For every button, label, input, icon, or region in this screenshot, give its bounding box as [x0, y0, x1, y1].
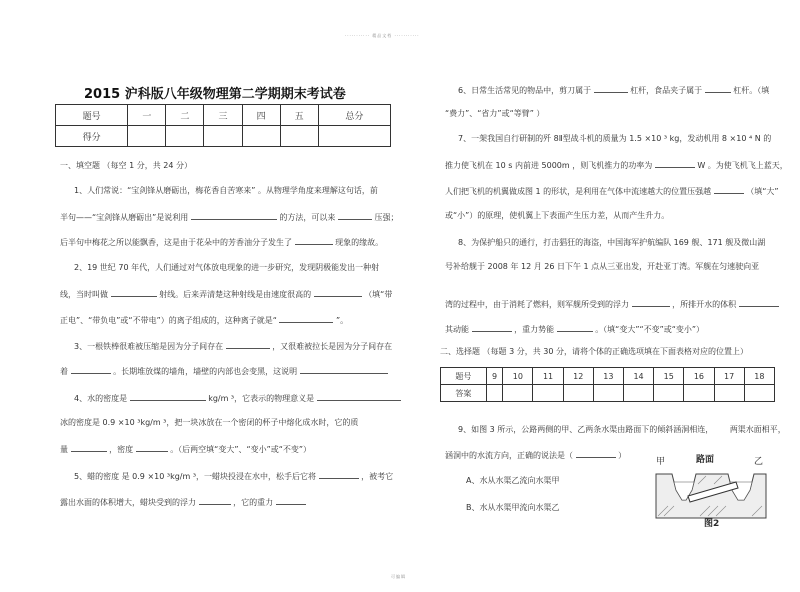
answer-cell: 11 [533, 368, 563, 385]
q3-line1: 3、一根铁棒很难被压缩是因为分子间存在 ，又很难被拉长是因为分子间存在 [74, 339, 392, 352]
q9-option-a[interactable]: A、水从水渠乙流向水渠甲 [466, 476, 560, 485]
q4-line2: 冰的密度是 0.9 ×10 ³kg/m ³，把一块冰放在一个密闭的杯子中熔化成水时，它的质 [60, 418, 359, 427]
answer-blank[interactable] [276, 495, 306, 505]
answer-blank[interactable] [655, 158, 695, 168]
answer-input-cell[interactable] [486, 385, 502, 402]
fig-label-yi: 乙 [754, 457, 764, 467]
answer-cell: 17 [714, 368, 744, 385]
score-cell: 三 [204, 105, 242, 126]
answer-blank[interactable] [191, 210, 277, 220]
answer-cell: 14 [623, 368, 653, 385]
q9-line1: 9、如图 3 所示，公路两侧的甲、乙两条水渠由路面下的倾斜涵洞相连， 两渠水面相平， [458, 425, 786, 434]
q6-line2: “费力”、“省力”或“等臂” ） [445, 109, 545, 118]
answer-blank[interactable] [279, 313, 333, 323]
answer-cell: 10 [503, 368, 533, 385]
answer-blank[interactable] [338, 210, 372, 220]
answer-blank[interactable] [576, 448, 616, 458]
answer-cell: 18 [744, 368, 774, 385]
q9-line2: 涵洞中的水流方向，正确的说法是（ ） [445, 448, 626, 461]
q1-line1: 1、人们常说：“宝剑锋从磨砺出，梅花香自苦寒来” 。从物理学角度来理解这句话，前 [74, 186, 378, 195]
q8-line1: 8、为保护船只的通行，打击猖狂的海盗，中国海军护航编队 169 舰、171 舰及微山湖 [458, 238, 766, 247]
q8-line2: 号补给舰于 2008 年 12 月 26 日下午 1 点从三亚出发，开赴亚丁湾。军舰在匀速驶向亚 [445, 262, 760, 271]
score-table [55, 104, 391, 147]
fig-label-jia: 甲 [656, 457, 666, 467]
section-fill-blank-heading: 一、填空题 （每空 1 分，共 24 分） [60, 161, 192, 170]
page-header: ··········· 精品文档 ··········· [345, 33, 420, 38]
score-cell [166, 126, 204, 147]
score-cell [280, 126, 318, 147]
q5-line1: 5、蜡的密度 是 0.9 ×10 ³kg/m ³，一蜡块投浸在水中，松手后它将 ，被考它 [74, 469, 393, 482]
score-cell [204, 126, 242, 147]
q4-line1: 4、水的密度是 kg/m ³，它表示的物理意义是 [74, 391, 401, 404]
fig-caption: 图2 [704, 519, 720, 529]
q7-line3: 人们把飞机的机翼做成图 1 的形状，是利用在气体中流速越大的位置压强越 （填“大” [445, 184, 779, 197]
q1-line2: 半句——“宝剑锋从磨砺出”是说利用 的方法，可以来 压强； [60, 210, 398, 223]
answer-table [440, 367, 775, 402]
answer-blank[interactable] [71, 364, 111, 374]
q8-line4: 其动能 ，重力势能 。（填“变大”“不变”或“变小”） [445, 322, 704, 335]
answer-blank[interactable] [199, 495, 231, 505]
answer-blank[interactable] [705, 83, 731, 93]
q4-line3: 量 ，密度 。（后两空填“变大”、“变小”或“不变”） [60, 442, 311, 455]
answer-blank[interactable] [111, 287, 157, 297]
q7-line1: 7、一架我国自行研制的歼 8Ⅱ型战斗机的质量为 1.5 ×10 ³ kg，发动机用 8 ×10 ⁴ N 的 [458, 134, 772, 143]
answer-blank[interactable] [739, 297, 779, 307]
score-table-row [56, 126, 391, 147]
answer-blank[interactable] [319, 469, 359, 479]
answer-blank[interactable] [300, 364, 388, 374]
answer-input-cell[interactable] [654, 385, 684, 402]
culvert-figure [652, 455, 770, 530]
score-cell: 四 [242, 105, 280, 126]
answer-blank[interactable] [130, 391, 206, 401]
q7-line2: 推力使飞机在 10 s 内前进 5000m ，则飞机推力的功率为 W 。为使飞机飞上蓝天， [445, 158, 788, 171]
q7-line4: 或“小”）的原理，使机翼上下表面产生压力差，从而产生升力。 [445, 211, 670, 220]
score-cell: 一 [128, 105, 166, 126]
answer-cell: 13 [593, 368, 623, 385]
score-cell [128, 126, 166, 147]
q6-line1: 6、日常生活常见的物品中，剪刀属于 杠杆，食品夹子属于 杠杆。（填 [458, 83, 769, 96]
answer-cell: 题号 [441, 368, 487, 385]
score-cell [242, 126, 280, 147]
score-cell: 二 [166, 105, 204, 126]
score-cell: 五 [280, 105, 318, 126]
score-table-row [56, 105, 391, 126]
answer-cell: 12 [563, 368, 593, 385]
answer-input-cell[interactable] [684, 385, 714, 402]
answer-blank[interactable] [71, 442, 107, 452]
q2-line2: 线，当时叫做 射线。后来弄清楚这种射线是由速度很高的 （填“带 [60, 287, 392, 300]
q2-line3: 正电”、“带负电”或“不带电”）的离子组成的，这种离子就是“ ”。 [60, 313, 348, 326]
page-footer: 可编辑 [391, 574, 406, 579]
q5-line2: 露出水面的体积增大，蜡块受到的浮力 ，它的重力 [60, 495, 306, 508]
answer-input-cell[interactable] [744, 385, 774, 402]
answer-input-cell[interactable] [563, 385, 593, 402]
score-cell [318, 126, 390, 147]
exam-title: 2015 沪科版八年级物理第二学期期末考试卷 [84, 87, 346, 102]
answer-input-cell[interactable] [714, 385, 744, 402]
answer-input-cell[interactable] [593, 385, 623, 402]
q9-option-b[interactable]: B、水从水渠甲流向水渠乙 [466, 503, 560, 512]
answer-table-row [441, 385, 775, 402]
answer-table-row [441, 368, 775, 385]
answer-input-cell[interactable] [623, 385, 653, 402]
score-cell: 得分 [56, 126, 128, 147]
answer-blank[interactable] [226, 339, 270, 349]
fig-label-road: 路面 [696, 455, 715, 465]
answer-cell: 9 [486, 368, 502, 385]
answer-cell: 16 [684, 368, 714, 385]
answer-input-cell[interactable] [503, 385, 533, 402]
score-cell: 总分 [318, 105, 390, 126]
q1-line3: 后半句中梅花之所以能飘香，这是由于花朵中的芳香油分子发生了 现象的缘故。 [60, 235, 383, 248]
answer-cell: 15 [654, 368, 684, 385]
answer-blank[interactable] [295, 235, 333, 245]
answer-cell: 答案 [441, 385, 487, 402]
answer-blank[interactable] [317, 391, 401, 401]
answer-blank[interactable] [714, 184, 744, 194]
q3-line2: 着 。长期堆放煤的墙角，墙壁的内部也会变黑，这说明 [60, 364, 388, 377]
answer-blank[interactable] [314, 287, 362, 297]
answer-blank[interactable] [594, 83, 628, 93]
answer-blank[interactable] [632, 297, 670, 307]
q2-line1: 2、19 世纪 70 年代，人们通过对气体放电现象的进一步研究，发现阴极能发出一种射 [74, 263, 380, 272]
q8-line3: 湾的过程中，由于消耗了燃料，则军舰所受到的浮力 ，所排开水的体积 [445, 297, 779, 310]
answer-blank[interactable] [557, 322, 593, 332]
answer-input-cell[interactable] [533, 385, 563, 402]
score-cell: 题号 [56, 105, 128, 126]
answer-blank[interactable] [136, 442, 168, 452]
answer-blank[interactable] [472, 322, 512, 332]
section-choice-heading: 二、选择题 （每题 3 分，共 30 分，请将个体的正确选项填在下面表格对应的位置上） [440, 347, 748, 356]
